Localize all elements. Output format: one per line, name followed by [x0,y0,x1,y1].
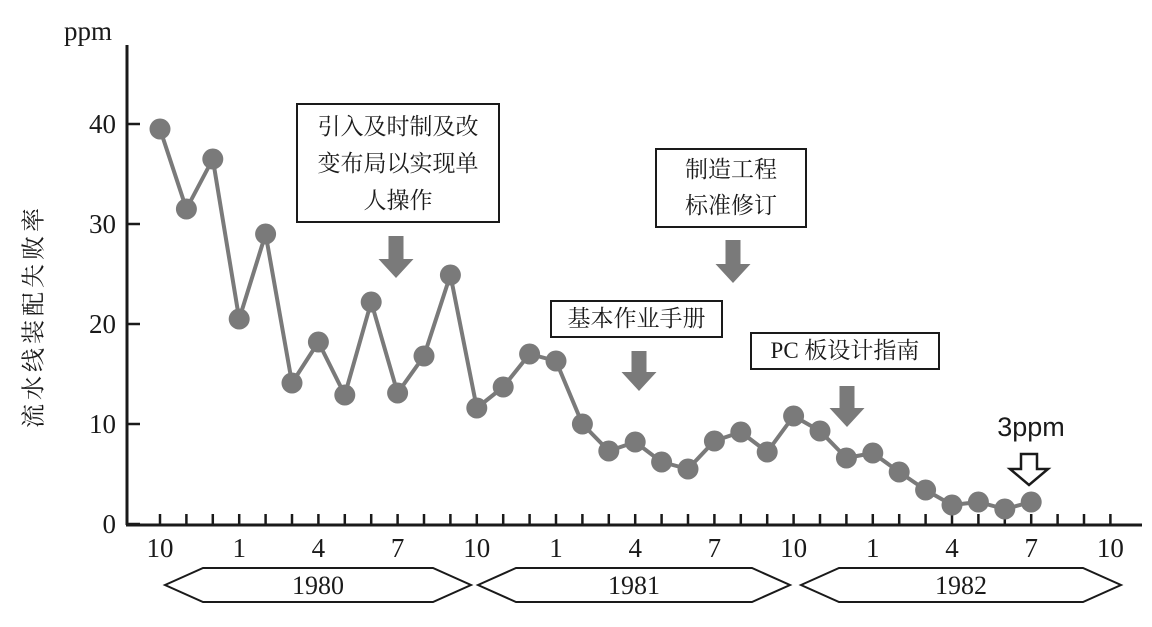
data-point [783,406,804,427]
annotation-arrow [830,386,865,427]
annotation-box-basic-manual [550,300,723,338]
data-point [150,119,171,140]
x-tick-label: 1 [549,533,563,563]
y-tick-label: 0 [102,509,116,539]
data-point [466,398,487,419]
annotation-arrow [622,351,657,391]
annotation-text-line: 制造工程 [685,157,777,182]
annotation-box-mfg-standard [655,148,807,228]
x-tick-label: 10 [146,533,174,563]
data-point [546,351,567,372]
data-point [915,480,936,501]
year-banner-label: 1980 [292,571,344,600]
data-point [229,309,250,330]
x-tick-label: 4 [311,533,326,563]
data-point [598,441,619,462]
data-point [387,383,408,404]
data-point [968,492,989,513]
y-tick-label: 40 [89,109,116,139]
data-point [414,346,435,367]
data-point [440,265,461,286]
annotation-arrow [379,236,414,278]
year-banner-label: 1982 [935,571,987,600]
x-tick-label: 7 [1024,533,1038,563]
data-point [176,199,197,220]
data-point [334,385,355,406]
annotation-text-line: 变布局以实现单 [317,150,479,176]
data-point [678,459,699,480]
data-point [836,448,857,469]
target-arrow-hollow [1010,454,1048,485]
data-point [519,344,540,365]
x-tick-label: 4 [945,533,959,563]
data-point [730,422,751,443]
annotation-text-line: 标准修订 [685,193,777,218]
data-point [202,149,223,170]
y-tick-label: 10 [89,409,116,439]
annotation-text-line: 人操作 [363,187,433,213]
data-point [862,443,883,464]
annotation-arrow [716,240,751,283]
annotation-box-jit-layout [296,103,500,223]
year-banner-label: 1981 [608,571,660,600]
x-tick-label: 10 [780,533,808,563]
data-point [889,462,910,483]
data-point [994,499,1015,520]
data-point [361,292,382,313]
annotation-text-line: PC 板设计指南 [770,338,920,363]
data-point [493,377,514,398]
data-point [1021,492,1042,513]
annotation-text-line: 基本作业手册 [567,306,706,331]
annotation-box-pcb-guide [750,332,940,370]
data-point [704,431,725,452]
annotation-text-line: 引入及时制及改 [317,113,479,139]
data-point [255,224,276,245]
data-point [308,332,329,353]
x-tick-label: 7 [390,533,405,563]
x-tick-label: 1 [232,533,246,563]
x-tick-label: 1 [866,533,880,563]
data-point [572,414,593,435]
end-value-label: 3ppm [997,412,1065,442]
y-tick-label: 20 [89,309,116,339]
x-tick-label: 4 [628,533,642,563]
x-tick-label: 10 [1096,533,1124,563]
data-point [625,432,646,453]
y-axis-unit-label: ppm [64,16,113,46]
data-point [810,421,831,442]
y-axis-title: 流水线装配失败率 [21,204,48,428]
data-point [651,452,672,473]
y-tick-label: 30 [89,209,116,239]
x-tick-label: 7 [707,533,722,563]
data-point [757,442,778,463]
data-point [942,495,963,516]
data-point [282,373,303,394]
x-tick-label: 10 [463,533,491,563]
